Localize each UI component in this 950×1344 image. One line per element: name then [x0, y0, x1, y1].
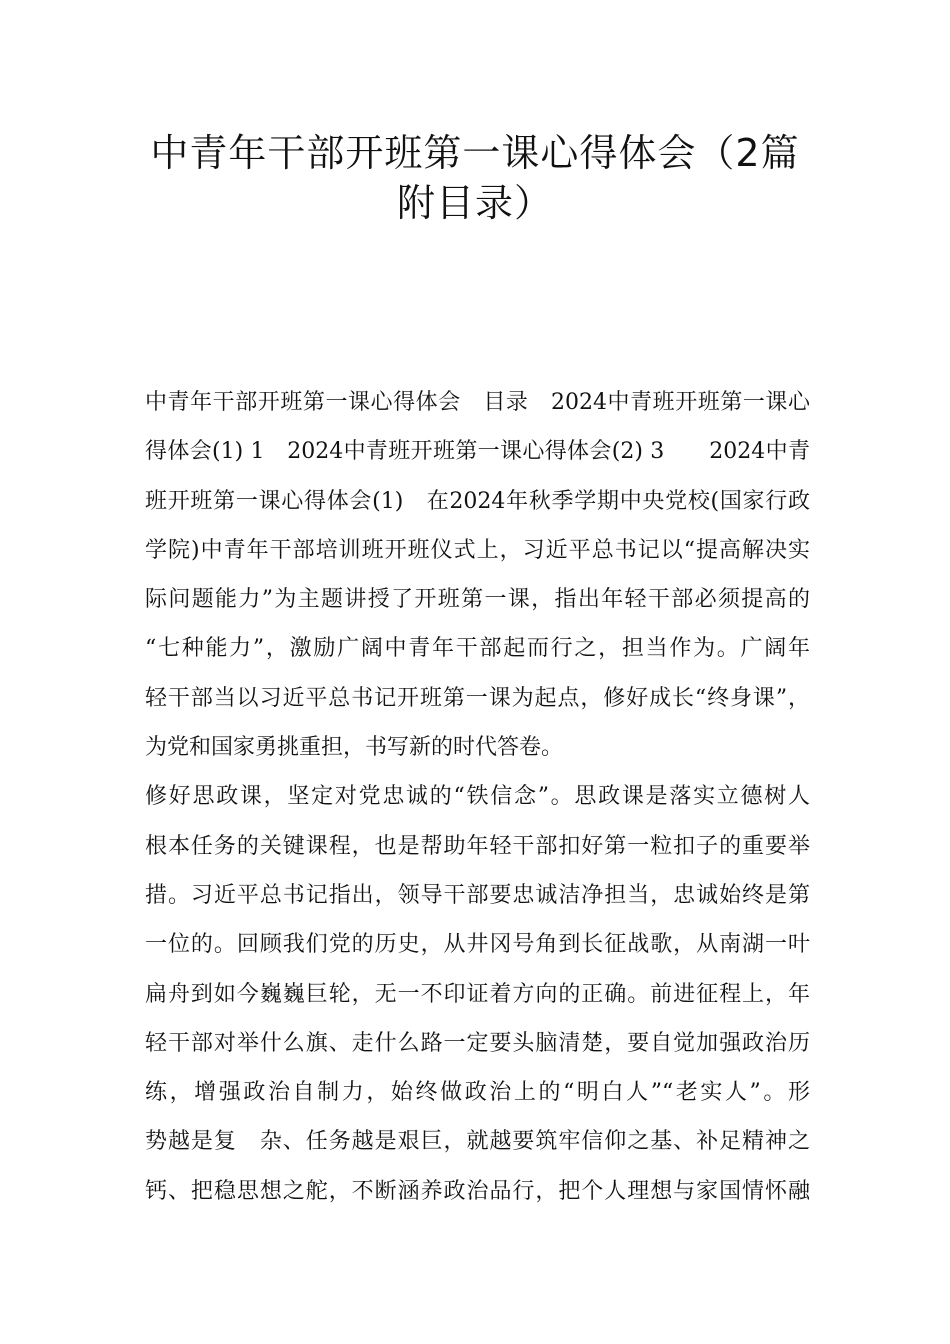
body-line: 际问题能力”为主题讲授了开班第一课，指出年轻干部必须提高的: [145, 587, 810, 613]
body-line: “七种能力”，激励广阔中青年干部起而行之，担当作为。广阔年: [145, 636, 810, 662]
body-line: 扁舟到如今巍巍巨轮，无一不印证着方向的正确。前进征程上，年: [145, 981, 810, 1007]
body-line: 练，增强政治自制力，始终做政治上的“明白人”“老实人”。形: [145, 1080, 810, 1106]
body-line: 班开班第一课心得体会(1) 在2024年秋季学期中央党校(国家行政: [145, 488, 810, 514]
title-line-2: 附目录）: [396, 181, 553, 225]
body-line: 为党和国家勇挑重担，书写新的时代答卷。: [145, 735, 564, 761]
body-line: 措。习近平总书记指出，领导干部要忠诚洁净担当，忠诚始终是第: [145, 882, 810, 908]
body-line: 修好思政课，坚定对党忠诚的“铁信念”。思政课是落实立德树人: [145, 784, 810, 810]
body-line: 轻干部当以习近平总书记开班第一课为起点，修好成长“终身课”，: [145, 685, 810, 711]
body-line: 根本任务的关键课程，也是帮助年轻干部扣好第一粒扣子的重要举: [145, 833, 810, 859]
body-line: 轻干部对举什么旗、走什么路一定要头脑清楚，要自觉加强政治历: [145, 1030, 810, 1056]
body-line: 中青年干部开班第一课心得体会 目录 2024中青班开班第一课心: [145, 390, 810, 415]
body-line: 钙、把稳思想之舵，不断涵养政治品行，把个人理想与家国情怀融: [145, 1178, 810, 1204]
body-line: 得体会(1) 1 2024中青班开班第一课心得体会(2) 3 2024中青: [145, 439, 810, 465]
body-line: 一位的。回顾我们党的历史，从井冈号角到长征战歌，从南湖一叶: [145, 932, 810, 958]
body-line: 势越是复 杂、任务越是艰巨，就越要筑牢信仰之基、补足精神之: [145, 1129, 810, 1155]
title-line-1: 中青年干部开班第一课心得体会（2篇: [150, 131, 800, 175]
page-title: [120, 128, 830, 228]
body-line: 学院)中青年干部培训班开班仪式上，习近平总书记以“提高解决实: [145, 537, 810, 563]
body-text: [145, 378, 810, 1216]
